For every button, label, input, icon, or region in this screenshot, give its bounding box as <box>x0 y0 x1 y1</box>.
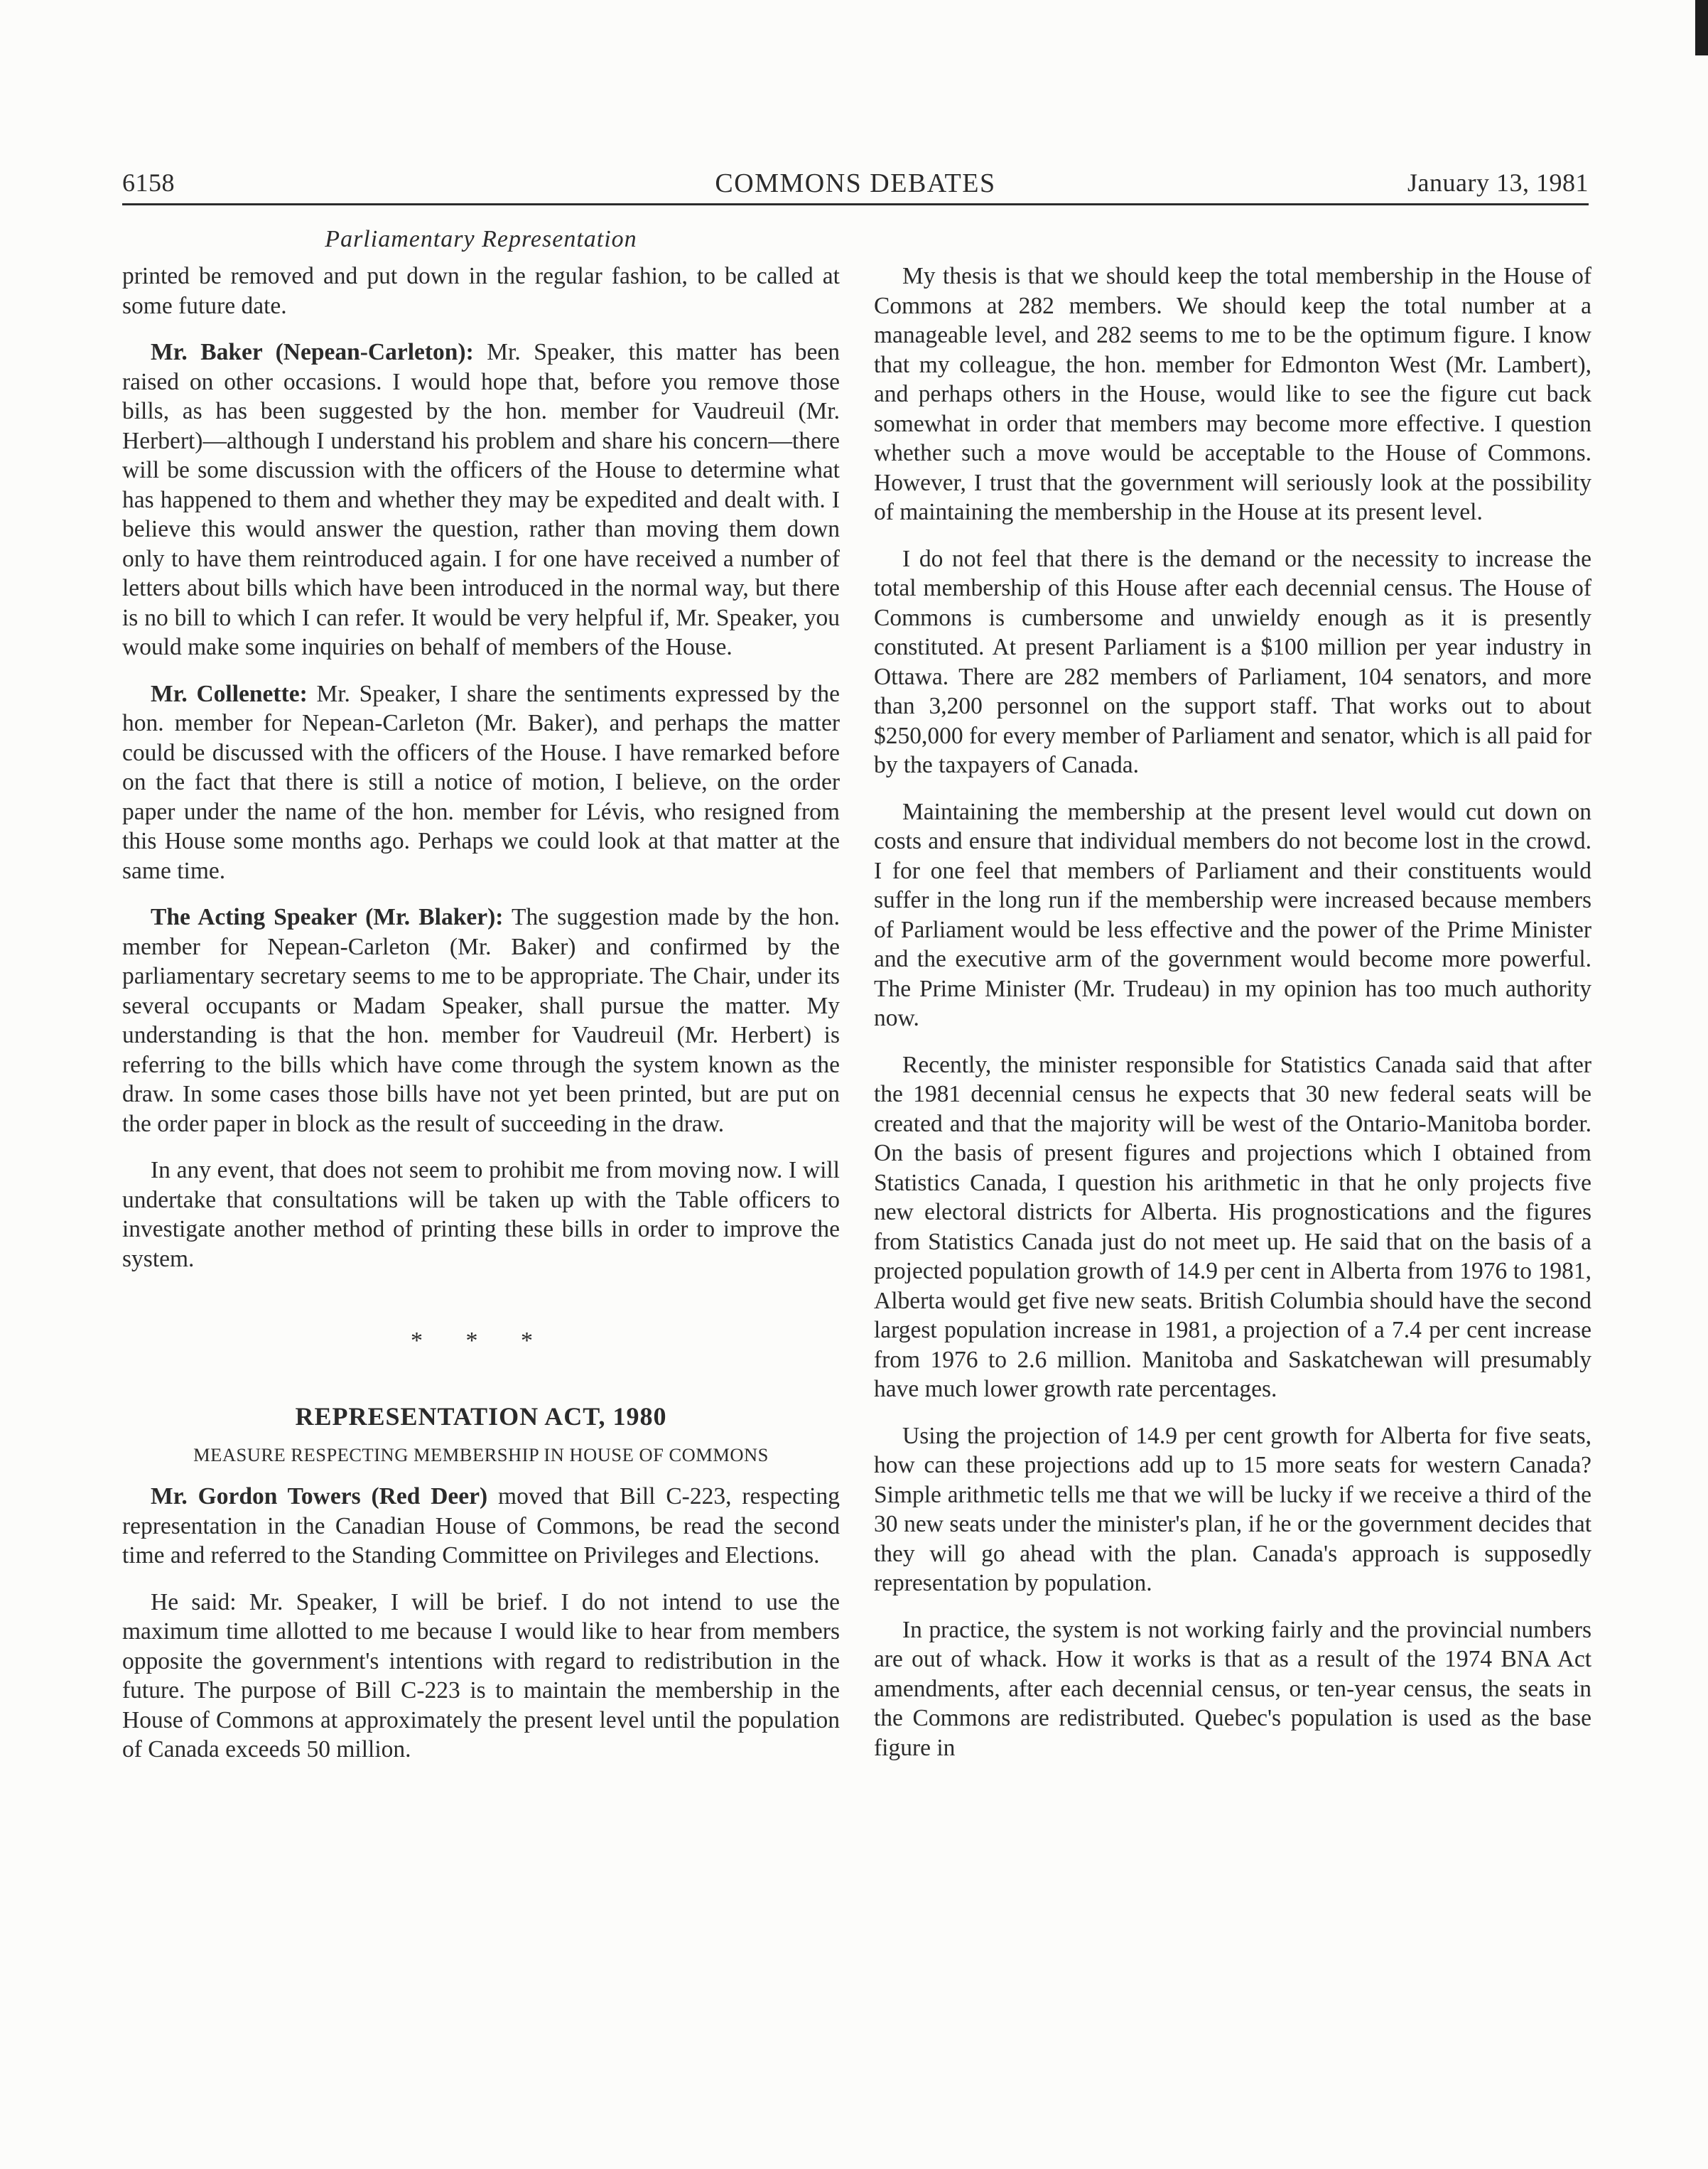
speaker-name: Mr. Collenette: <box>151 680 308 707</box>
left-column <box>122 262 840 1782</box>
paragraph: Maintaining the membership at the present level would cut down on costs and ensure that individual members do not become lost in the crowd. I for one feel that members of Parliament and their constituents would suffer in the long run if the membership were increased because members of Parliament would be less effective and the power of the Prime Minister and the executive arm of the government would become more powerful. The Prime Minister (Mr. Trudeau) in my opinion has too much authority now. <box>874 798 1591 1031</box>
paragraph <box>122 1482 840 1571</box>
paragraph: In practice, the system is not working fairly and the provincial numbers are out of whack. How it works is that as a result of the 1974 BNA Act amendments, after each decennial census, or ten-year census, the seats in the Commons are redistributed. Quebec's population is used as the base figure in <box>874 1616 1591 1761</box>
page-number: 6158 <box>122 168 175 197</box>
paragraph: I do not feel that there is the demand or the necessity to increase the total membership of this House after each decennial census. The House of Commons is cumbersome and unwieldy enough as it is presently constituted. At present Parliament is a $100 million per year industry in Ottawa. There are 282 members of Parliament, 104 senators, and more than 3,200 personnel on the support staff. That works out to about $250,000 for every member of Parliament and senator, which is all paid for by the taxpayers of Canada. <box>874 545 1591 778</box>
paragraph <box>122 903 840 1139</box>
paragraph: In any event, that does not seem to prohibit me from moving now. I will undertake that consultations will be taken up with the Table officers to investigate another method of printing these bills in order to improve the system. <box>122 1157 840 1272</box>
page-date: January 13, 1981 <box>1407 168 1589 197</box>
paragraph: Using the projection of 14.9 per cent growth for Alberta for five seats, how can these projections add up to 15 more seats for western Canada? Simple arithmetic tells me that we will be lucky if we receive a third of the 30 new seats under the minister's plan, if he or the government decides that they will go ahead with the plan. Canada's approach is supposedly representation by population. <box>874 1422 1591 1596</box>
paragraph: My thesis is that we should keep the total membership in the House of Commons at 282 members. We should keep the total number at a manageable level, and 282 seems to me to be the optimum figure. I know that my colleague, the hon. member for Edmonton West (Mr. Lambert), and perhaps others in the House, would like to see the figure cut back somewhat in order that members may become more effective. I question whether such a move would be acceptable to the House of Commons. However, I trust that the government will seriously look at the possibility of maintaining the membership in the House at its present level. <box>874 263 1591 525</box>
right-column <box>874 262 1591 1780</box>
act-title: REPRESENTATION ACT, 1980 <box>295 1402 667 1431</box>
running-head <box>122 168 1589 200</box>
speaker-name: Mr. Gordon Towers (Red Deer) <box>151 1483 488 1509</box>
paragraph <box>122 338 840 662</box>
speech-text: The suggestion made by the hon. member for Nepean-Carleton (Mr. Baker) and confirmed by the parliamentary secretary seems to me to be appropriate. The Chair, under its several occupants or Madam Speaker, shall pursue the matter. My understanding is that the hon. member for Vaudreuil (Mr. Herbert) is referring to the bills which have come through the system known as the draw. In some cases those bills have not yet been printed, but are put on the order paper in block as the result of succeeding in the draw. <box>122 904 840 1137</box>
section-heading: Parliamentary Representation <box>325 226 637 252</box>
speaker-name: The Acting Speaker (Mr. Blaker): <box>151 904 504 930</box>
paragraph: printed be removed and put down in the regular fashion, to be called at some future date. <box>122 263 840 319</box>
act-subtitle: MEASURE RESPECTING MEMBERSHIP IN HOUSE OF COMMONS <box>193 1444 769 1465</box>
paragraph: He said: Mr. Speaker, I will be brief. I do not intend to use the maximum time allotted to me because I would like to hear from members opposite the government's intentions with regard to redistribution in the future. The purpose of Bill C-223 is to maintain the membership in the House of Commons at approximately the present level until the population of Canada exceeds 50 million. <box>122 1588 840 1762</box>
paragraph <box>122 679 840 886</box>
speech-text: moved that Bill C-223, respecting representation in the Canadian House of Commons, be read the second time and referred to the Standing Committee on Privileges and Elections. <box>122 1483 840 1568</box>
speech-text: Mr. Speaker, this matter has been raised on other occasions. I would hope that, before you remove those bills, as has been suggested by the hon. member for Vaudreuil (Mr. Herbert)—although I understand his problem and share his concern—there will be some discussion with the officers of the House to determine what has happened to them and whether they may be expedited and dealt with. I believe this would answer the question, rather than moving them down only to have them reintroduced again. I for one have received a number of letters about bills which have been introduced in the normal way, but there is no bill to which I can refer. It would be very helpful if, Mr. Speaker, you would make some inquiries on behalf of members of the House. <box>122 339 840 660</box>
scan-edge-mark <box>1695 0 1708 55</box>
speech-text: Mr. Speaker, I share the sentiments expressed by the hon. member for Nepean-Carleton (Mr. Baker), and perhaps the matter could be discussed with the officers of the House. I have remarked before on the fact that there is still a notice of motion, I believe, on the order paper under the name of the hon. member for Lévis, who resigned from this House some months ago. Perhaps we could look at that matter at the same time. <box>122 680 840 884</box>
header-rule <box>122 203 1589 205</box>
speaker-name: Mr. Baker (Nepean-Carleton): <box>151 339 474 365</box>
paragraph: Recently, the minister responsible for Statistics Canada said that after the 1981 decennial census he expects that 30 new federal seats will be created and that the majority will be west of the Ontario-Manitoba border. On the basis of present figures and projections which I obtained from Statistics Canada, I question his arithmetic in that he only projects five new electoral districts for Alberta. His prognostications and the figures from Statistics Canada just do not meet up. He said that on the basis of a projected population growth of 14.9 per cent in Alberta from 1976 to 1981, Alberta would get five new seats. British Columbia should have the second largest population increase in 1981, a projection of a 7.4 per cent increase from 1976 to 2.6 million. Manitoba and Saskatchewan will presumably have much lower growth rate percentages. <box>874 1051 1591 1402</box>
publication-title: COMMONS DEBATES <box>715 168 996 198</box>
section-separator: * * * <box>411 1328 551 1354</box>
